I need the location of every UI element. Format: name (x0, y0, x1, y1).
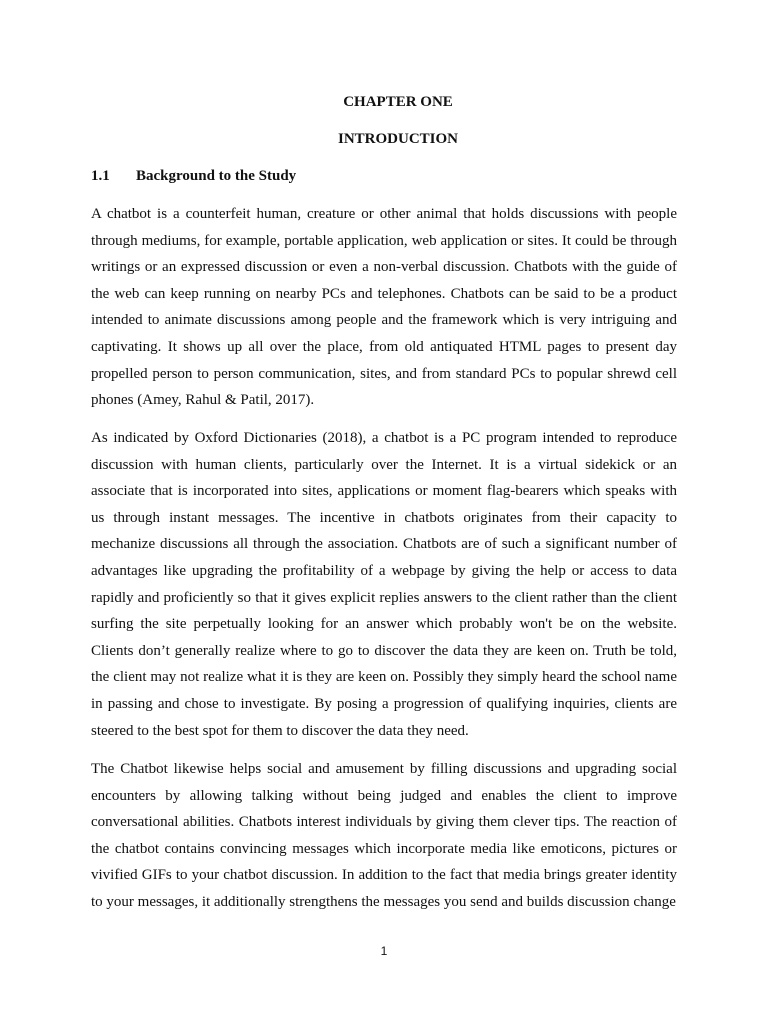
page-number: 1 (380, 944, 388, 958)
section-heading (91, 166, 296, 186)
section-title: Background to the Study (136, 168, 297, 184)
section-number: 1.1 (91, 168, 110, 184)
body-paragraph: As indicated by Oxford Dictionaries (2018), a chatbot is a PC program intended to reproduce discussion with human clients, particularly over the Internet. It is a virtual sidekick or an associate that is incorporated into sites, applications or moment flag-bearers which speaks with us through instant messages. The incentive in chatbots originates from their capacity to mechanize discussions all through the association. Chatbots are of such a significant number of advantages like upgrading the profitability of a webpage by giving the help or access to data rapidly and proficiently so that it gives explicit replies answers to the client rather than the client surfing the site perpetually looking for an answer which probably won't be on the website. Clients don’t generally realize where to go to discover the data they are keen on. Truth be told, the client may not realize what it is they are keen on. Possibly they simply heard the school name in passing and chose to investigate. By posing a progression of qualifying inquiries, clients are steered to the best spot for them to discover the data they need. (91, 430, 677, 739)
body-paragraph: The Chatbot likewise helps social and amusement by filling discussions and upgrading social encounters by allowing talking without being judged and enables the client to improve conversational abilities. Chatbots interest individuals by giving them clever tips. The reaction of the chatbot contains convincing messages which incorporate media like emoticons, pictures or vivified GIFs to your chatbot discussion. In addition to the fact that media brings greater identity to your messages, it additionally strengthens the messages you send and builds discussion change (91, 761, 677, 910)
chapter-title: CHAPTER ONE (343, 94, 453, 110)
chapter-subtitle: INTRODUCTION (337, 131, 458, 147)
body-paragraph: A chatbot is a counterfeit human, creature or other animal that holds discussions with people through mediums, for example, portable application, web application or sites. It could be through writings or an expressed discussion or even a non-verbal discussion. Chatbots with the guide of the web can keep running on nearby PCs and telephones. Chatbots can be said to be a product intended to animate discussions among people and the framework which is very intriguing and captivating. It shows up all over the place, from old antiquated HTML pages to present day propelled person to person communication, sites, and from standard PCs to popular shrewd cell phones (Amey, Rahul & Patil, 2017). (91, 206, 677, 409)
